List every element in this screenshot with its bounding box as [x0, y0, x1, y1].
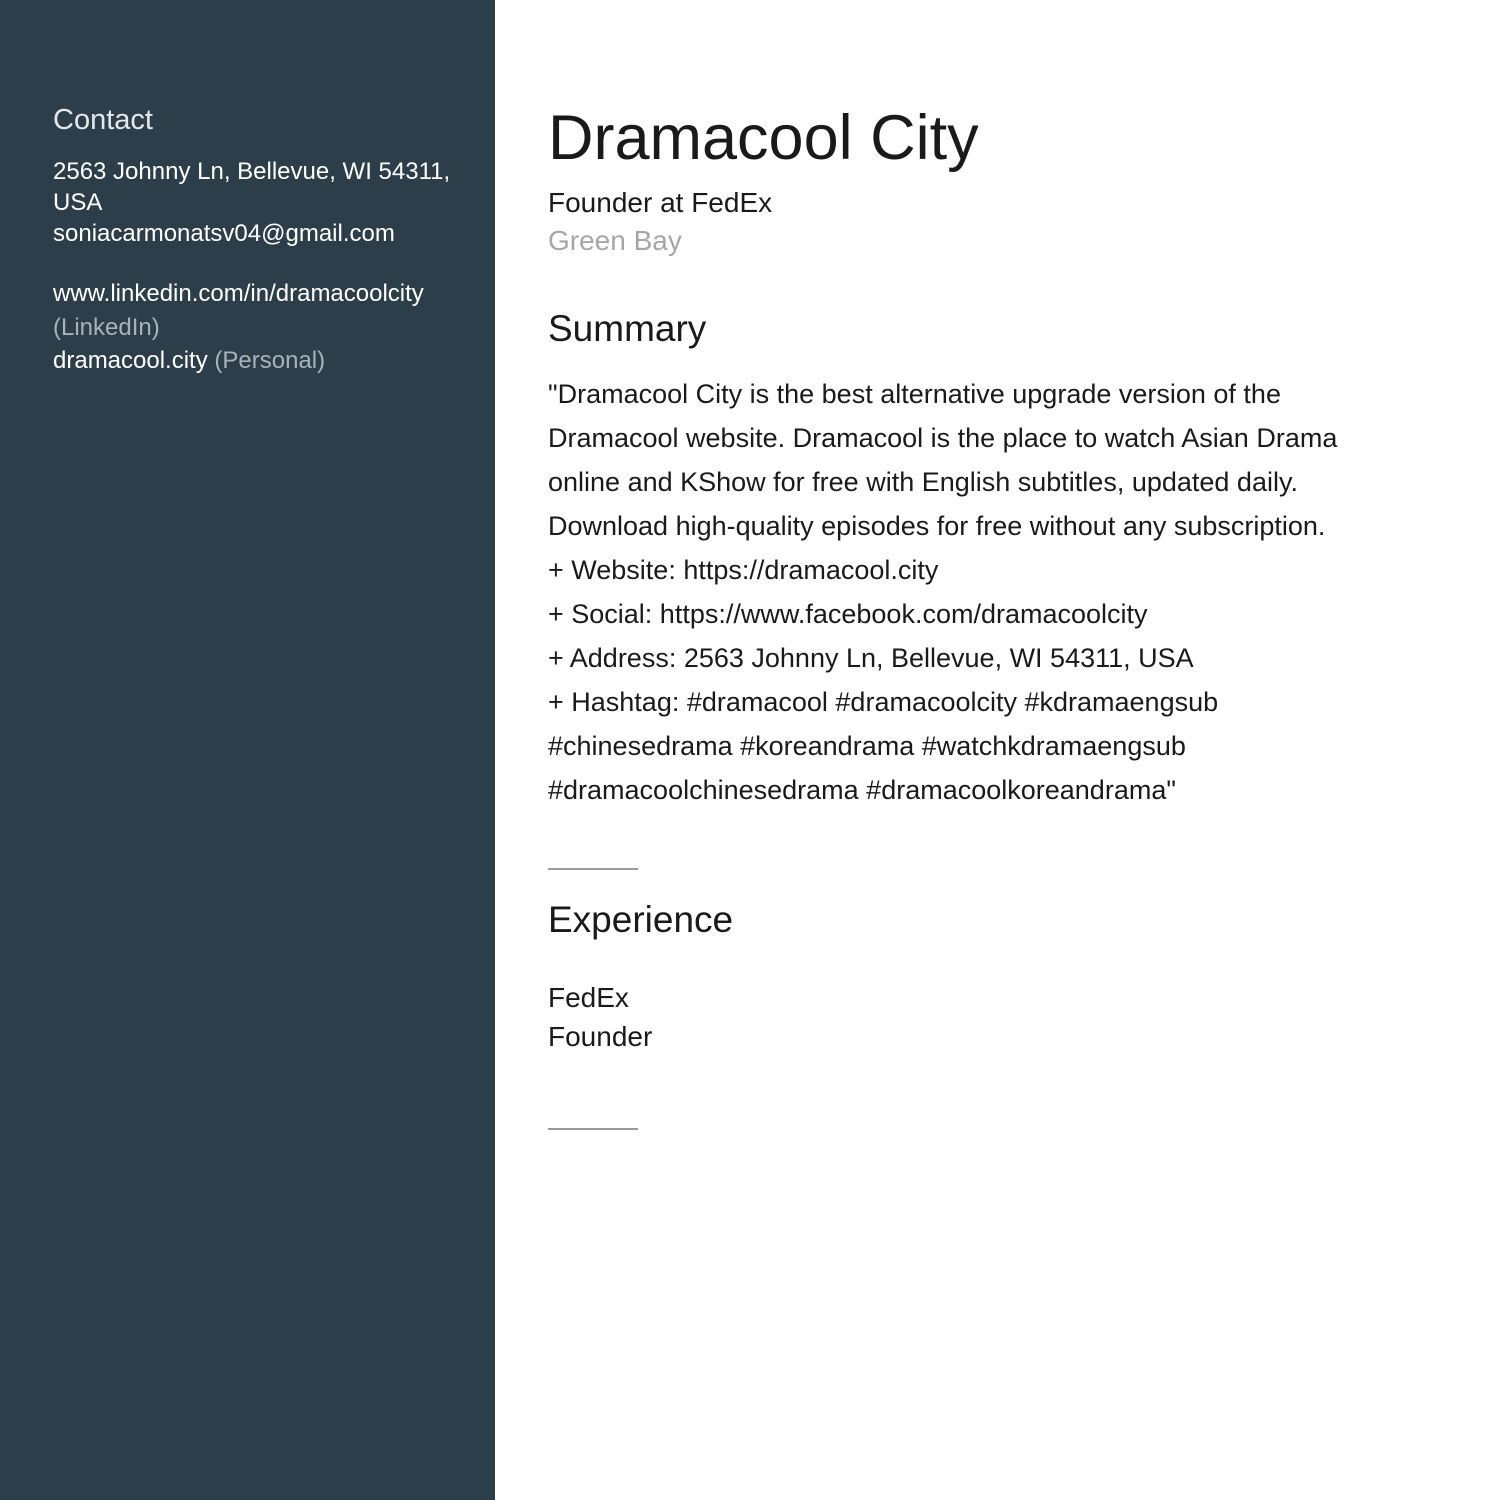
experience-company: FedEx — [548, 982, 629, 1013]
contact-address: 2563 Johnny Ln, Bellevue, WI 54311, USA — [53, 158, 451, 216]
summary-line: + Address: 2563 Johnny Ln, Bellevue, WI 54311, USA — [548, 643, 1194, 673]
profile-headline: Founder at FedEx — [548, 187, 773, 218]
linkedin-tag: (LinkedIn) — [53, 314, 160, 341]
summary-line: #chinesedrama #koreandrama #watchkdramaengsub — [548, 731, 1186, 761]
linkedin-link[interactable]: www.linkedin.com/in/dramacoolcity — [53, 280, 424, 307]
summary-line: online and KShow for free with English subtitles, updated daily. — [548, 467, 1298, 497]
sidebar — [0, 0, 495, 1500]
experience-heading: Experience — [548, 899, 734, 940]
section-divider — [548, 868, 638, 870]
section-divider — [548, 1128, 638, 1130]
summary-line: + Hashtag: #dramacool #dramacoolcity #kdramaengsub — [548, 687, 1219, 717]
contact-email[interactable]: soniacarmonatsv04@gmail.com — [53, 220, 395, 247]
summary-line: Download high-quality episodes for free without any subscription. — [548, 511, 1326, 541]
contact-heading: Contact — [53, 104, 153, 136]
personal-website-tag: (Personal) — [214, 347, 326, 374]
summary-line: "Dramacool City is the best alternative upgrade version of the — [548, 379, 1281, 409]
experience-role: Founder — [548, 1021, 653, 1052]
summary-line: + Website: https://dramacool.city — [548, 555, 939, 585]
summary-body — [548, 372, 1428, 812]
profile-location: Green Bay — [548, 225, 682, 256]
summary-line: #dramacoolchinesedrama #dramacoolkoreandrama" — [548, 775, 1176, 805]
summary-line: Dramacool website. Dramacool is the place to watch Asian Drama — [548, 423, 1338, 453]
personal-website-link[interactable]: dramacool.city — [53, 347, 208, 374]
summary-line: + Social: https://www.facebook.com/dramacoolcity — [548, 599, 1148, 629]
summary-heading: Summary — [548, 308, 707, 349]
personal-website — [53, 344, 325, 377]
profile-name: Dramacool City — [548, 103, 979, 173]
